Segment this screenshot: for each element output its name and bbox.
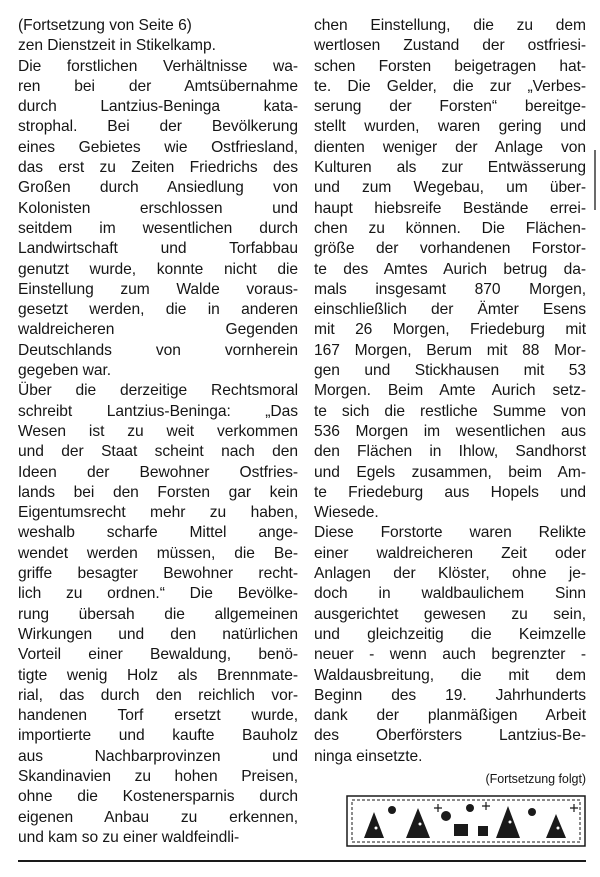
article-line: te des Amtes Aurich betrug da- <box>314 260 586 278</box>
article-line: 167 Morgen, Berum mit 88 Mor- <box>314 341 586 359</box>
article-line: Deutschlands von vornherein <box>18 341 298 359</box>
article-line: Diese Forstorte waren Relikte <box>314 524 586 542</box>
article-line: einschließlich der Ämter Esens <box>314 301 586 319</box>
article-line: Eigentumsrecht mehr zu haben, <box>18 504 298 522</box>
article-line: seitdem im wesentlichen durch <box>18 219 298 237</box>
christmas-decoration-icon <box>346 790 586 848</box>
article-line: eigenen Anbau zu erkennen, <box>18 808 298 826</box>
article-line: Wirkungen und den natürlichen <box>18 625 298 643</box>
article-line: schreibt Lantzius-Beninga: „Das <box>18 402 298 420</box>
article-line: ren bei der Amtsübernahme <box>18 77 298 95</box>
article-column-left <box>18 16 298 848</box>
article-line: Wesen ist zu weit verkommen <box>18 422 298 440</box>
article-line: Landwirtschaft und Torfabbau <box>18 240 298 258</box>
article-line: Vorteil einer Bewaldung, benö- <box>18 646 298 664</box>
article-line: neuer - wenn auch begrenzter - <box>314 646 586 664</box>
article-line: Ideen der Bewohner Ostfries- <box>18 463 298 481</box>
article-line: ohne die Kostenersparnis durch <box>18 788 298 806</box>
article-line: dienten weniger der Anlage von <box>314 138 586 156</box>
article-line: stellt wurden, waren gering und <box>314 118 586 136</box>
article-line: ausgerichtet gewesen zu sein, <box>314 605 586 623</box>
article-line: Die forstlichen Verhältnisse wa- <box>18 57 298 75</box>
article-line: Kulturen als zur Entwässerung <box>314 159 586 177</box>
article-line: handenen Torf ersetzt wurde, <box>18 707 298 725</box>
article-line: durch Lantzius-Beninga kata- <box>18 98 298 116</box>
article-line: und kam so zu einer waldfeindli- <box>18 828 240 846</box>
article-line: mit 26 Morgen, Friedeburg mit <box>314 321 586 339</box>
article-column-right <box>314 16 586 789</box>
article-line: des Oberförsters Lantzius-Be- <box>314 727 586 745</box>
article-line: zen Dienstzeit in Stikelkamp. <box>18 37 216 55</box>
article-line: griffe besagter Bewohner recht- <box>18 565 298 583</box>
article-line: Beginn des 19. Jahrhunderts <box>314 686 586 704</box>
article-line: und Egels zusammen, beim Am- <box>314 463 586 481</box>
article-line: 536 Morgen im wesentlichen aus <box>314 422 586 440</box>
article-line: Morgen. Beim Amte Aurich setz- <box>314 382 586 400</box>
article-line: aus Nachbarprovinzen und <box>18 747 298 765</box>
article-line: weshalb scharfe Mittel ange- <box>18 524 298 542</box>
article-line: Großen durch Ansiedlung von <box>18 179 298 197</box>
article-line: gegeben war. <box>18 362 112 380</box>
article-line: größe der vorhandenen Forstor- <box>314 240 586 258</box>
article-line: importierte und kaufte Bauholz <box>18 727 298 745</box>
article-line: dank der planmäßigen Arbeit <box>314 707 586 725</box>
article-line: den Flächen in Ihlow, Sandhorst <box>314 443 586 461</box>
article-line: und zum Wegebau, um über- <box>314 179 586 197</box>
article-line: waldreicheren Gegenden <box>18 321 298 339</box>
article-line: tigte wenig Holz als Brennmate- <box>18 666 298 684</box>
article-line: und der Staat scheint nach den <box>18 443 298 461</box>
article-line: te Friedeburg aus Hopels und <box>314 483 586 501</box>
article-line: einer waldreicheren Zeit oder <box>314 544 586 562</box>
article-line: lich zu ordnen.“ Die Bevölke- <box>18 585 298 603</box>
article-line: haupt hiebsreife Bestände errei- <box>314 199 586 217</box>
article-line: Kolonisten erschlossen und <box>18 199 298 217</box>
article-line: doch in waldbaulichem Sinn <box>314 585 586 603</box>
article-line: rung übersah die allgemeinen <box>18 605 298 623</box>
bottom-rule <box>18 860 586 862</box>
article-line: wendet werden müssen, die Be- <box>18 544 298 562</box>
article-line: gen und Stickhausen mit 53 <box>314 362 586 380</box>
article-line: Wiesede. <box>314 504 379 522</box>
article-line: schen Forsten beigetragen hat- <box>314 57 586 75</box>
article-line: Anlagen der Klöster, ohne je- <box>314 565 586 583</box>
page-edge-mark <box>594 150 596 210</box>
article-line: mals insgesamt 870 Morgen, <box>314 280 586 298</box>
continued-note: (Fortsetzung folgt) <box>485 771 586 786</box>
article-line: te sich die restliche Summe von <box>314 402 586 420</box>
article-line: gesetzt werden, die in anderen <box>18 301 298 319</box>
article-line: chen Einstellung, die zu dem <box>314 17 586 34</box>
article-line: Waldausbreitung, die mit dem <box>314 666 586 684</box>
article-line: chen zu können. Die Flächen- <box>314 219 586 237</box>
article-line: serung der Forsten“ bereitge- <box>314 98 586 116</box>
article-line: das erst zu Zeiten Friedrichs des <box>18 159 298 177</box>
article-line: ninga einsetzte. <box>314 747 423 765</box>
article-line: strophal. Bei der Bevölkerung <box>18 118 298 136</box>
article-line: wertlosen Zustand der ostfriesi- <box>314 37 586 55</box>
article-line: lands bei den Forsten gar kein <box>18 483 298 501</box>
article-line: Über die derzeitige Rechtsmoral <box>18 382 298 400</box>
article-line: Skandinavien zu hohen Preisen, <box>18 767 298 785</box>
article-line: genutzt wurde, konnte nicht die <box>18 260 298 278</box>
article-line: eines Gebietes wie Ostfriesland, <box>18 138 298 156</box>
article-line: (Fortsetzung von Seite 6) <box>18 17 192 34</box>
article-line: rial, das durch den reichlich vor- <box>18 686 298 704</box>
article-line: Einstellung zum Walde voraus- <box>18 280 298 298</box>
article-line: und gleichzeitig die Keimzelle <box>314 625 586 643</box>
article-line: te. Die Gelder, die zur „Verbes- <box>314 77 586 95</box>
